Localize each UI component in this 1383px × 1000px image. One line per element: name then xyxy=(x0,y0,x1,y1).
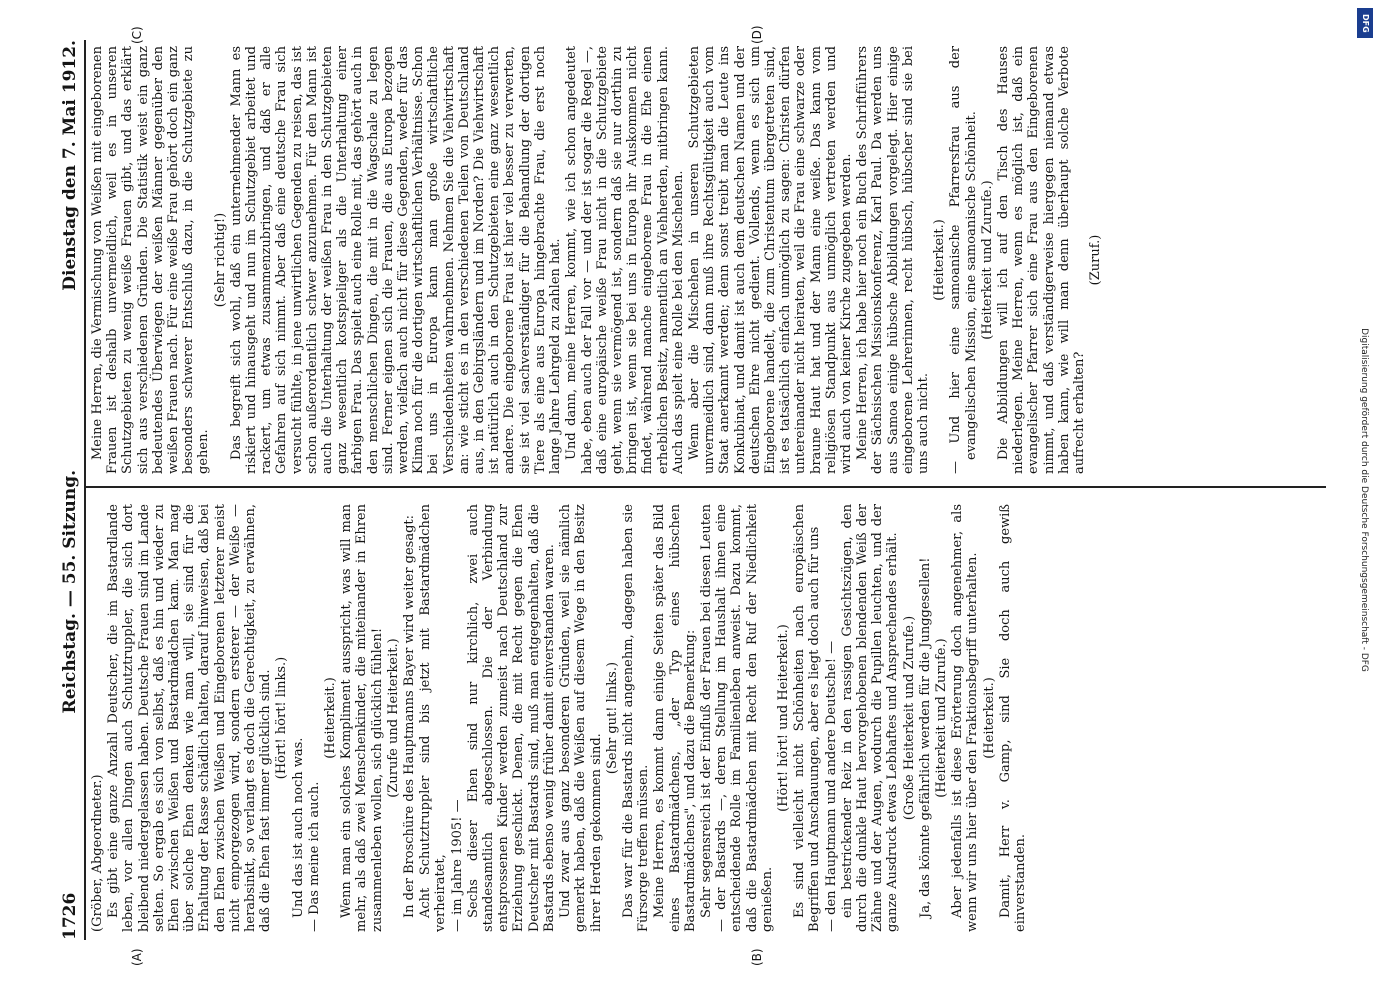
interjection: (Heiterkeit.) xyxy=(932,219,948,301)
margin-mark-a: (A) xyxy=(130,948,144,966)
paragraph: — im Jahre 1905! — xyxy=(449,799,465,932)
dfg-logo: DFG xyxy=(1357,8,1373,38)
margin-mark-b: (B) xyxy=(750,948,764,966)
document-page xyxy=(50,25,1330,966)
paragraph: Wenn man ein solches Kompliment ausspricht, was will man mehr, als daß zwei Menschenkinder, die miteinander in Ehren zusammenleben wollen, sich glücklich fühlen! xyxy=(339,504,385,932)
paragraph: Meine Herren, ich habe hier noch ein Buch des Schriftführers der Sächsischen Missionskonferenz, Karl Paul. Da werden uns aus Samoa einige hübsche Abbildungen vorgelegt. Hier einige eingeborene Lehrerinnen, recht hübsch, hübscher sind sie bei uns auch nicht. xyxy=(855,46,931,474)
interjection: (Hört! hört! und Heiterkeit.) xyxy=(775,624,791,812)
paragraph: Und zwar aus ganz besonderen Gründen, weil sie nämlich gemerkt haben, daß die Weißen auf diesem Wege in den Besitz ihrer Herden gekommen sind. xyxy=(558,504,604,932)
interjection: (Sehr gut! links.) xyxy=(604,661,620,775)
quotation: Acht Schutztruppler sind bis jetzt mit Bastardmädchen verheiratet, xyxy=(418,504,449,932)
rotated-page-content xyxy=(50,25,1330,966)
interjection: (Heiterkeit.) xyxy=(323,677,339,759)
interjection: (Heiterkeit und Zurufe.) xyxy=(979,180,995,340)
session-date: Dienstag den 7. Mai 1912. xyxy=(60,40,80,291)
interjection: (Heiterkeit.) xyxy=(981,677,997,759)
right-column xyxy=(90,46,1320,474)
digitization-note-text: Digitalisierung gefördert durch die Deutsche Forschungsgemeinschaft - DFG xyxy=(1359,328,1369,672)
paragraph: Damit, Herr v. Gamp, sind Sie doch auch gewiß einverstanden. xyxy=(997,504,1028,932)
paragraph: — den Hauptmann und andere Deutsche! — xyxy=(823,640,839,932)
paragraph: Aber jedenfalls ist diese Erörterung doch angenehmer, als wenn wir uns hier über den Fraktionsbegriff unterhalten. xyxy=(950,504,981,932)
paragraph: Wenn aber die Mischehen in unseren Schutzgebieten unvermeidlich sind, dann muß ihre Rechtsgültigkeit auch vom Staat anerkannt werden; denn sonst treibt man die Leute ins Konkubinat, und damit ist auch dem deutschen Namen und der deutschen Ehre nicht gedient. Vollends, wenn es sich um Eingeborene handelt, die zum Christentum übergetreten sind, ist es tatsächlich einfach unmöglich zu sagen: Christen dürfen untereinander nicht heiraten, weil die Frau eine schwarze oder braune Haut hat und der Mann eine weiße. Das kann vom religiösen Standpunkt aus unmöglich vertreten werden und wird auch von keiner Kirche zugegeben werden. xyxy=(686,46,854,474)
column-divider xyxy=(86,486,1326,488)
paragraph: Meine Herren, die Vermischung von Weißen mit eingeborenen Frauen ist deshalb unvermeidlich, weil es in unseren Schutzgebieten zu wenig weiße Frauen gibt, und das erklärt sich aus verschiedenen Gründen. Die Statistik weist ein ganz bedeutendes Überwiegen der weißen Männer gegenüber den weißen Frauen nach. Für eine weiße Frau gehört doch ein ganz besonders schwerer Entschluß dazu, in die Schutzgebiete zu gehen. xyxy=(90,46,212,474)
quotation: Es sind vielleicht nicht Schönheiten nach europäischen Begriffen und Anschauungen, aber es liegt doch auch für uns xyxy=(792,504,823,932)
paragraph: Es gibt eine ganze Anzahl Deutscher, die im Bastardlande leben, vor allen Dingen auch Schutztruppler, die sich dort bleibend niedergelassen haben. Deutsche Frauen sind im Lande selten. So ergab es sich von selbst, daß es hin und wieder zu Ehen zwischen Weißen und Bastardmädchen kam. Man mag über solche Ehen denken wie man will, sie sind für die Erhaltung der Rasse schädlich halten, darauf hinweisen, daß bei den Ehen zwischen Weißen und Eingeborenen letzterer meist nicht emporgezogen wird, sondern ersterer — der Weiße — herabsinkt, so verlangt es doch die Gerechtigkeit, zu erwähnen, daß die Ehen fast immer glücklich sind. xyxy=(106,504,274,932)
paragraph: Das begreift sich wohl, daß ein unternehmender Mann es riskiert und hinausgeht und nun im Schutzgebiet arbeitet und rackert, um etwas zusammenzubringen, und daß er alle Gefahren auf sich nimmt. Aber daß eine deutsche Frau sich versucht fühlte, in jene unwirtlichen Gegenden zu reisen, das ist schon außerordentlich schwer anzunehmen. Für den Mann ist auch die Unterhaltung der weißen Frau in den Schutzgebieten ganz wesentlich kostspieliger als die Unterhaltung einer farbigen Frau. Das spielt auch eine Rolle mit, das gehört auch in den menschlichen Dingen, die mit in die Wagschale zu legen sind. Ferner eignen sich die Frauen, die aus Europa bezogen werden, vielfach auch nicht für diese Gegenden, weder für das Klima noch für die dortigen wirtschaftlichen Verhältnisse. Schon bei uns in Europa kann man große wirtschaftliche Verschiedenheiten wahrnehmen. Nehmen Sie die Viehwirtschaft an: wie sticht es in den verschiedenen Teilen von Deutschland aus, in den Gebirgsländern und im Norden? Die Viehwirtschaft ist natürlich auch in den Schutzgebieten eine ganz wesentlich andere. Die eingeborene Frau ist hier viel besser zu verwerten, sie ist viel sachverständiger für die Behandlung der dortigen Tiere als eine aus Europa hingebrachte Frau, die erst noch lange Jahre Lehrgeld zu zahlen hat. xyxy=(228,46,564,474)
paragraph: In der Broschüre des Hauptmanns Bayer wird weiter gesagt: xyxy=(402,514,418,918)
paragraph: — Und hier eine samoanische Pfarrersfrau aus der evangelischen Mission, eine samoanische Schönheit. xyxy=(948,46,979,474)
interjection: (Zurufe und Heiterkeit.) xyxy=(385,638,401,798)
paragraph: Und das ist auch noch was. xyxy=(290,737,306,918)
digitization-note xyxy=(1355,10,1373,990)
quotation: ein bestrickender Reiz in den rassigen Gesichtszügen, den durch die dunkle Haut hervorgehobenen blendenden Weiß der Zähne und der Augen, wodurch die Pupillen leuchten, und der ganze Ausdruck etwas Lebhaftes und Ansprechendes erhält. xyxy=(839,504,901,932)
interjection: (Sehr richtig!) xyxy=(212,212,228,308)
page-header xyxy=(50,40,86,940)
paragraph: Ja, das könnte gefährlich werden für die Junggesellen! xyxy=(917,557,933,918)
interjection: (Große Heiterkeit und Zurufe.) xyxy=(901,615,917,821)
speaker-label: (Gröber, Abgeordneter.) xyxy=(90,774,105,932)
margin-mark-d: (D) xyxy=(750,25,764,44)
interjection: (Heiterkeit und Zurufe.) xyxy=(933,638,949,798)
interjection: (Zuruf.) xyxy=(1088,234,1104,286)
session-title: Reichstag. — 55. Sitzung. xyxy=(60,469,80,714)
page-number: 1726 xyxy=(60,892,80,940)
paragraph: Meine Herren, es kommt dann einige Seiten später das Bild eines Bastardmädchens, „der Typ eines hübschen Bastardmädchens", und dazu die Bemerkung: xyxy=(652,504,698,932)
left-column xyxy=(90,504,1320,932)
paragraph: Das war für die Bastards nicht angenehm, dagegen haben sie Fürsorge treffen müssen. xyxy=(620,504,652,932)
quotation: Sehr segensreich ist der Einfluß der Frauen bei diesen Leuten — der Bastards —, deren Stellung im Haushalt ihnen eine entscheidende Rolle im Familienleben anweist. Dazu kommt, daß die Bastardmädchen mit Recht den Ruf der Niedlichkeit genießen. xyxy=(698,504,775,932)
paragraph: Und dann, meine Herren, kommt, wie ich schon angedeutet habe, eben auch der Fall vor — und der ist sogar die Regel —, daß eine europäische weiße Frau nicht in die Schutzgebiete geht, wenn sie vermögend ist, sondern daß sie nur dorthin zu bringen ist, wenn sie bei uns in Europa ihr Auskommen nicht findet, während manche eingeborene Frau in die Ehe einen erheblichen Besitz, namentlich an Viehherden, mitbringen kann. Auch das spielt eine Rolle bei den Mischehen. xyxy=(564,46,686,474)
interjection: (Hört! hört! links.) xyxy=(274,656,290,780)
quotation: Sechs dieser Ehen sind nur kirchlich, zwei auch standesamtlich abgeschlossen. Die der Verbindung entsprossenen Kinder werden zumeist nach Deutschland zur Erziehung geschickt. Denen, die mit Recht gegen die Ehen Deutscher mit Bastards sind, muß man entgegenhalten, daß die Bastards ebenso wenig früher damit einverstanden waren. xyxy=(465,504,557,932)
paragraph: Die Abbildungen will ich auf den Tisch des Hauses niederlegen. Meine Herren, wenn es möglich ist, daß ein evangelischer Pfarrer sich eine Frau aus den Eingeborenen nimmt, und daß verständigerweise hiergegen niemand etwas haben kann, wie will man denn überhaupt solche Verbote aufrecht erhalten? xyxy=(995,46,1087,474)
paragraph: — Das meine ich auch. xyxy=(306,781,322,932)
margin-mark-c: (C) xyxy=(130,26,144,44)
